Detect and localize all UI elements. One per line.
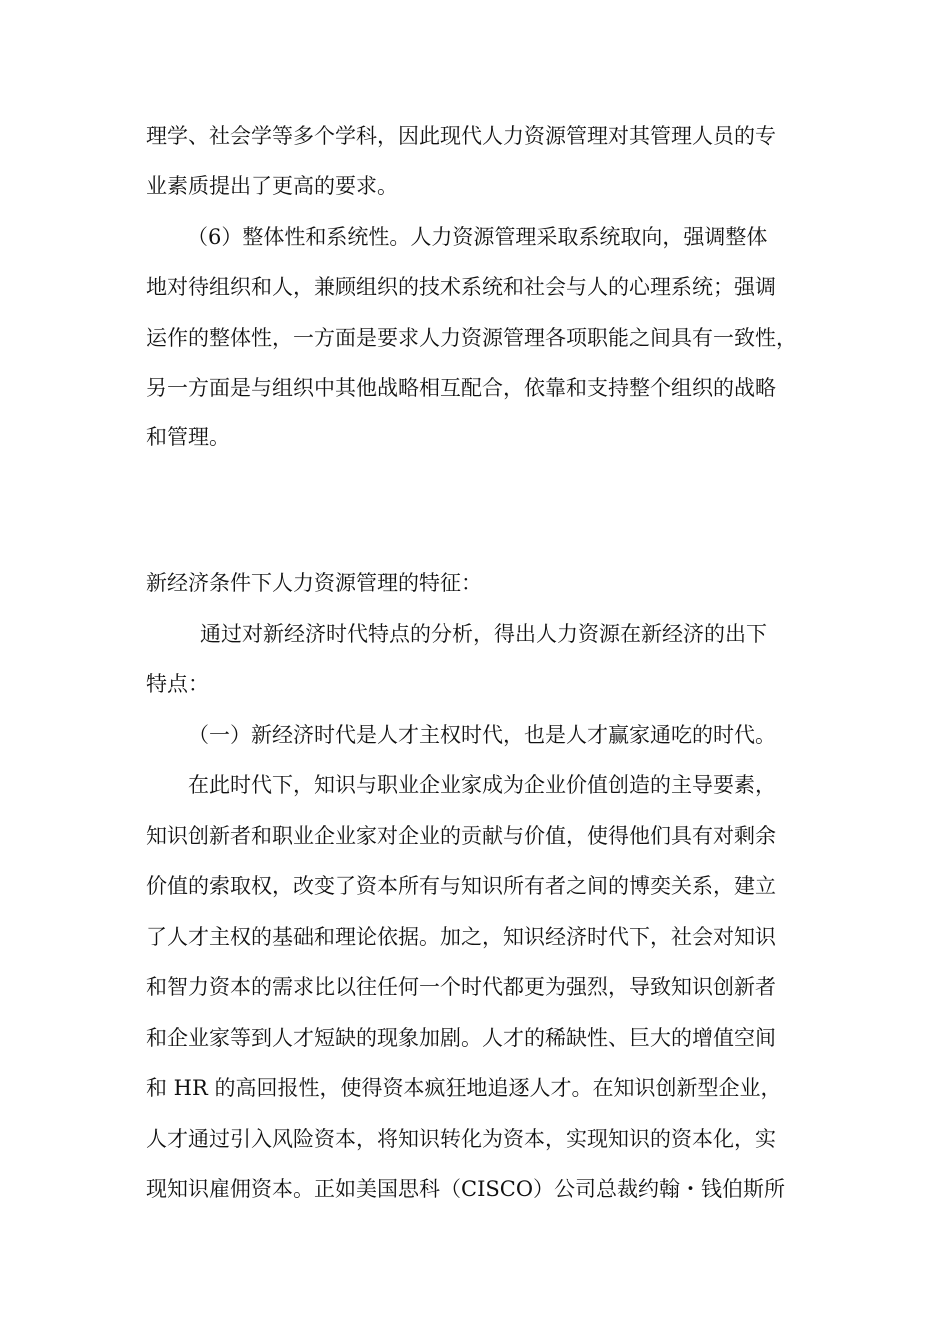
text-line: 价值的索取权，改变了资本所有与知识所有者之间的博奕关系，建立 xyxy=(146,874,776,898)
text-line: 知识创新者和职业企业家对企业的贡献与价值，使得他们具有对剩余 xyxy=(146,824,776,848)
text-line: 理学、社会学等多个学科，因此现代人力资源管理对其管理人员的专 xyxy=(146,124,776,148)
text-line: 了人才主权的基础和理论依据。加之，知识经济时代下，社会对知识 xyxy=(146,925,776,949)
text-line: 地对待组织和人，兼顾组织的技术系统和社会与人的心理系统；强调 xyxy=(146,275,776,299)
text-line: 和企业家等到人才短缺的现象加剧。人才的稀缺性、巨大的增值空间 xyxy=(146,1026,776,1050)
text-line: 和智力资本的需求比以往任何一个时代都更为强烈，导致知识创新者 xyxy=(146,975,776,999)
text-line: 运作的整体性，一方面是要求人力资源管理各项职能之间具有一致性， xyxy=(146,326,797,350)
text-line: （6）整体性和系统性。人力资源管理采取系统取向，强调整体 xyxy=(187,225,768,249)
text-line: 通过对新经济时代特点的分析，得出人力资源在新经济的出下 xyxy=(200,622,767,646)
text-line: 人才通过引入风险资本，将知识转化为资本，实现知识的资本化，实 xyxy=(146,1127,776,1151)
text-line: 另一方面是与组织中其他战略相互配合，依靠和支持整个组织的战略 xyxy=(146,376,776,400)
text-line: 和 HR 的高回报性，使得资本疯狂地追逐人才。在知识创新型企业， xyxy=(146,1076,782,1100)
text-line: （一）新经济时代是人才主权时代，也是人才赢家通吃的时代。 xyxy=(188,723,776,747)
text-line: 和管理。 xyxy=(146,425,230,449)
text-line: 现知识雇佣资本。正如美国思科（CISCO）公司总裁约翰・钱伯斯所 xyxy=(146,1177,786,1201)
text-line: 业素质提出了更高的要求。 xyxy=(146,174,398,198)
section-heading: 新经济条件下人力资源管理的特征： xyxy=(146,571,482,595)
text-line: 特点： xyxy=(146,672,209,696)
text-line: 在此时代下，知识与职业企业家成为企业价值创造的主导要素， xyxy=(188,773,776,797)
